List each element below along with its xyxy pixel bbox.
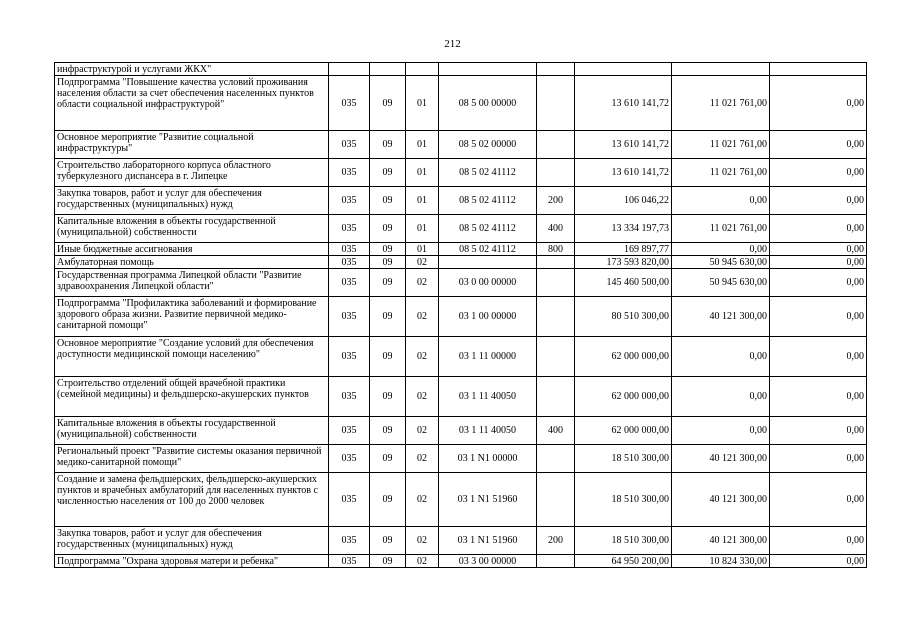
cell-target-article bbox=[439, 63, 537, 76]
table-row bbox=[55, 131, 867, 159]
table-row bbox=[55, 269, 867, 297]
cell-amount-1: 18 510 300,00 bbox=[575, 527, 672, 555]
cell-amount-2: 50 945 630,00 bbox=[672, 269, 770, 297]
cell-target-article: 08 5 00 00000 bbox=[439, 76, 537, 131]
cell-section: 09 bbox=[370, 187, 406, 215]
cell-admin-code: 035 bbox=[329, 473, 370, 527]
table-row bbox=[55, 63, 867, 76]
cell-admin-code: 035 bbox=[329, 445, 370, 473]
cell-expense-type bbox=[537, 269, 575, 297]
cell-section: 09 bbox=[370, 243, 406, 256]
cell-section: 09 bbox=[370, 159, 406, 187]
table-row bbox=[55, 445, 867, 473]
cell-amount-3: 0,00 bbox=[770, 445, 867, 473]
cell-subsection bbox=[406, 63, 439, 76]
table-row bbox=[55, 187, 867, 215]
row-name: Капитальные вложения в объекты государственной (муниципальной) собственности bbox=[55, 417, 329, 445]
row-name: Основное мероприятие "Создание условий для обеспечения доступности медицинской помощи населению" bbox=[55, 337, 329, 377]
cell-target-article: 03 1 N1 00000 bbox=[439, 445, 537, 473]
cell-expense-type: 400 bbox=[537, 417, 575, 445]
row-name: Региональный проект "Развитие системы оказания первичной медико-санитарной помощи" bbox=[55, 445, 329, 473]
cell-admin-code: 035 bbox=[329, 243, 370, 256]
cell-subsection: 02 bbox=[406, 297, 439, 337]
cell-admin-code: 035 bbox=[329, 215, 370, 243]
cell-amount-2: 11 021 761,00 bbox=[672, 131, 770, 159]
row-name: инфраструктурой и услугами ЖКХ" bbox=[55, 63, 329, 76]
cell-target-article: 03 1 11 40050 bbox=[439, 377, 537, 417]
cell-expense-type bbox=[537, 159, 575, 187]
cell-subsection: 01 bbox=[406, 159, 439, 187]
cell-amount-3: 0,00 bbox=[770, 131, 867, 159]
cell-amount-3: 0,00 bbox=[770, 256, 867, 269]
cell-amount-1: 62 000 000,00 bbox=[575, 377, 672, 417]
cell-subsection: 02 bbox=[406, 377, 439, 417]
cell-amount-1: 145 460 500,00 bbox=[575, 269, 672, 297]
cell-expense-type bbox=[537, 256, 575, 269]
cell-expense-type: 200 bbox=[537, 527, 575, 555]
cell-amount-1: 18 510 300,00 bbox=[575, 473, 672, 527]
cell-amount-3 bbox=[770, 63, 867, 76]
cell-admin-code: 035 bbox=[329, 269, 370, 297]
budget-table bbox=[54, 62, 867, 568]
cell-subsection: 02 bbox=[406, 473, 439, 527]
cell-amount-2: 40 121 300,00 bbox=[672, 473, 770, 527]
cell-amount-2: 0,00 bbox=[672, 243, 770, 256]
cell-section: 09 bbox=[370, 215, 406, 243]
cell-target-article: 03 0 00 00000 bbox=[439, 269, 537, 297]
cell-expense-type: 200 bbox=[537, 187, 575, 215]
cell-section bbox=[370, 63, 406, 76]
table-row bbox=[55, 527, 867, 555]
cell-target-article: 08 5 02 00000 bbox=[439, 131, 537, 159]
cell-amount-2: 40 121 300,00 bbox=[672, 445, 770, 473]
cell-admin-code: 035 bbox=[329, 131, 370, 159]
cell-target-article: 08 5 02 41112 bbox=[439, 159, 537, 187]
cell-subsection: 01 bbox=[406, 187, 439, 215]
cell-section: 09 bbox=[370, 131, 406, 159]
cell-target-article: 08 5 02 41112 bbox=[439, 187, 537, 215]
cell-amount-1: 173 593 820,00 bbox=[575, 256, 672, 269]
cell-expense-type bbox=[537, 555, 575, 568]
cell-amount-3: 0,00 bbox=[770, 76, 867, 131]
cell-section: 09 bbox=[370, 76, 406, 131]
cell-amount-1 bbox=[575, 63, 672, 76]
table-row bbox=[55, 159, 867, 187]
cell-subsection: 02 bbox=[406, 269, 439, 297]
row-name: Подпрограмма "Охрана здоровья матери и ребенка" bbox=[55, 555, 329, 568]
cell-amount-3: 0,00 bbox=[770, 159, 867, 187]
cell-amount-1: 62 000 000,00 bbox=[575, 417, 672, 445]
cell-expense-type bbox=[537, 76, 575, 131]
cell-section: 09 bbox=[370, 555, 406, 568]
cell-subsection: 02 bbox=[406, 445, 439, 473]
cell-target-article: 03 1 N1 51960 bbox=[439, 527, 537, 555]
cell-amount-3: 0,00 bbox=[770, 337, 867, 377]
cell-section: 09 bbox=[370, 445, 406, 473]
cell-target-article: 03 1 N1 51960 bbox=[439, 473, 537, 527]
cell-target-article: 03 1 11 40050 bbox=[439, 417, 537, 445]
cell-expense-type bbox=[537, 377, 575, 417]
row-name: Основное мероприятие "Развитие социальной инфраструктуры" bbox=[55, 131, 329, 159]
cell-expense-type bbox=[537, 473, 575, 527]
cell-amount-2: 11 021 761,00 bbox=[672, 159, 770, 187]
cell-subsection: 02 bbox=[406, 256, 439, 269]
cell-admin-code: 035 bbox=[329, 527, 370, 555]
cell-admin-code: 035 bbox=[329, 76, 370, 131]
cell-amount-2: 40 121 300,00 bbox=[672, 297, 770, 337]
cell-subsection: 02 bbox=[406, 527, 439, 555]
cell-target-article: 03 1 11 00000 bbox=[439, 337, 537, 377]
cell-expense-type bbox=[537, 337, 575, 377]
cell-admin-code: 035 bbox=[329, 555, 370, 568]
cell-target-article bbox=[439, 256, 537, 269]
cell-admin-code: 035 bbox=[329, 297, 370, 337]
cell-target-article: 03 1 00 00000 bbox=[439, 297, 537, 337]
cell-target-article: 08 5 02 41112 bbox=[439, 215, 537, 243]
table-row bbox=[55, 377, 867, 417]
cell-amount-1: 18 510 300,00 bbox=[575, 445, 672, 473]
cell-expense-type bbox=[537, 297, 575, 337]
cell-amount-3: 0,00 bbox=[770, 377, 867, 417]
cell-admin-code: 035 bbox=[329, 256, 370, 269]
cell-amount-2: 11 021 761,00 bbox=[672, 215, 770, 243]
table-row bbox=[55, 256, 867, 269]
row-name: Создание и замена фельдшерских, фельдшерско-акушерских пунктов и врачебных амбулаторий для населенных пунктов с численностью населения от 100 до 2000 человек bbox=[55, 473, 329, 527]
cell-section: 09 bbox=[370, 473, 406, 527]
cell-amount-2: 0,00 bbox=[672, 417, 770, 445]
cell-subsection: 01 bbox=[406, 76, 439, 131]
table-body bbox=[55, 63, 867, 568]
row-name: Амбулаторная помощь bbox=[55, 256, 329, 269]
cell-amount-2: 11 021 761,00 bbox=[672, 76, 770, 131]
row-name: Подпрограмма "Повышение качества условий проживания населения области за счет обеспечения населенных пунктов области социальной инфраструктурой" bbox=[55, 76, 329, 131]
cell-expense-type: 800 bbox=[537, 243, 575, 256]
cell-amount-1: 13 610 141,72 bbox=[575, 131, 672, 159]
cell-section: 09 bbox=[370, 337, 406, 377]
cell-subsection: 01 bbox=[406, 131, 439, 159]
cell-amount-1: 64 950 200,00 bbox=[575, 555, 672, 568]
cell-amount-1: 13 334 197,73 bbox=[575, 215, 672, 243]
cell-admin-code: 035 bbox=[329, 187, 370, 215]
cell-section: 09 bbox=[370, 527, 406, 555]
cell-amount-3: 0,00 bbox=[770, 187, 867, 215]
cell-amount-3: 0,00 bbox=[770, 527, 867, 555]
table-row bbox=[55, 297, 867, 337]
cell-section: 09 bbox=[370, 269, 406, 297]
cell-target-article: 03 3 00 00000 bbox=[439, 555, 537, 568]
table-row bbox=[55, 337, 867, 377]
row-name: Иные бюджетные ассигнования bbox=[55, 243, 329, 256]
row-name: Государственная программа Липецкой области "Развитие здравоохранения Липецкой области" bbox=[55, 269, 329, 297]
cell-section: 09 bbox=[370, 256, 406, 269]
cell-target-article: 08 5 02 41112 bbox=[439, 243, 537, 256]
cell-amount-2: 0,00 bbox=[672, 337, 770, 377]
cell-section: 09 bbox=[370, 297, 406, 337]
cell-amount-2: 50 945 630,00 bbox=[672, 256, 770, 269]
page-number: 212 bbox=[444, 38, 461, 50]
cell-admin-code bbox=[329, 63, 370, 76]
cell-amount-2: 0,00 bbox=[672, 187, 770, 215]
cell-admin-code: 035 bbox=[329, 159, 370, 187]
cell-amount-3: 0,00 bbox=[770, 297, 867, 337]
cell-expense-type bbox=[537, 63, 575, 76]
cell-subsection: 01 bbox=[406, 243, 439, 256]
row-name: Закупка товаров, работ и услуг для обеспечения государственных (муниципальных) нужд bbox=[55, 187, 329, 215]
cell-amount-2: 0,00 bbox=[672, 377, 770, 417]
cell-amount-1: 80 510 300,00 bbox=[575, 297, 672, 337]
cell-expense-type bbox=[537, 131, 575, 159]
row-name: Подпрограмма "Профилактика заболеваний и формирование здорового образа жизни. Развитие первичной медико-санитарной помощи" bbox=[55, 297, 329, 337]
cell-section: 09 bbox=[370, 417, 406, 445]
row-name: Строительство лабораторного корпуса областного туберкулезного диспансера в г. Липецке bbox=[55, 159, 329, 187]
row-name: Капитальные вложения в объекты государственной (муниципальной) собственности bbox=[55, 215, 329, 243]
cell-expense-type: 400 bbox=[537, 215, 575, 243]
cell-amount-3: 0,00 bbox=[770, 473, 867, 527]
table-row bbox=[55, 215, 867, 243]
cell-amount-1: 13 610 141,72 bbox=[575, 76, 672, 131]
cell-amount-1: 106 046,22 bbox=[575, 187, 672, 215]
cell-subsection: 02 bbox=[406, 337, 439, 377]
cell-amount-1: 62 000 000,00 bbox=[575, 337, 672, 377]
cell-amount-3: 0,00 bbox=[770, 555, 867, 568]
cell-amount-2: 10 824 330,00 bbox=[672, 555, 770, 568]
cell-amount-3: 0,00 bbox=[770, 215, 867, 243]
cell-expense-type bbox=[537, 445, 575, 473]
cell-amount-2: 40 121 300,00 bbox=[672, 527, 770, 555]
cell-amount-1: 13 610 141,72 bbox=[575, 159, 672, 187]
cell-subsection: 01 bbox=[406, 215, 439, 243]
cell-admin-code: 035 bbox=[329, 417, 370, 445]
cell-subsection: 02 bbox=[406, 417, 439, 445]
table-row bbox=[55, 243, 867, 256]
row-name: Закупка товаров, работ и услуг для обеспечения государственных (муниципальных) нужд bbox=[55, 527, 329, 555]
cell-subsection: 02 bbox=[406, 555, 439, 568]
cell-amount-3: 0,00 bbox=[770, 417, 867, 445]
cell-amount-2 bbox=[672, 63, 770, 76]
table-row bbox=[55, 473, 867, 527]
cell-amount-3: 0,00 bbox=[770, 243, 867, 256]
cell-amount-1: 169 897,77 bbox=[575, 243, 672, 256]
cell-admin-code: 035 bbox=[329, 337, 370, 377]
cell-section: 09 bbox=[370, 377, 406, 417]
table-row bbox=[55, 76, 867, 131]
cell-amount-3: 0,00 bbox=[770, 269, 867, 297]
table-row bbox=[55, 555, 867, 568]
row-name: Строительство отделений общей врачебной практики (семейной медицины) и фельдшерско-акушерских пунктов bbox=[55, 377, 329, 417]
table-row bbox=[55, 417, 867, 445]
cell-admin-code: 035 bbox=[329, 377, 370, 417]
